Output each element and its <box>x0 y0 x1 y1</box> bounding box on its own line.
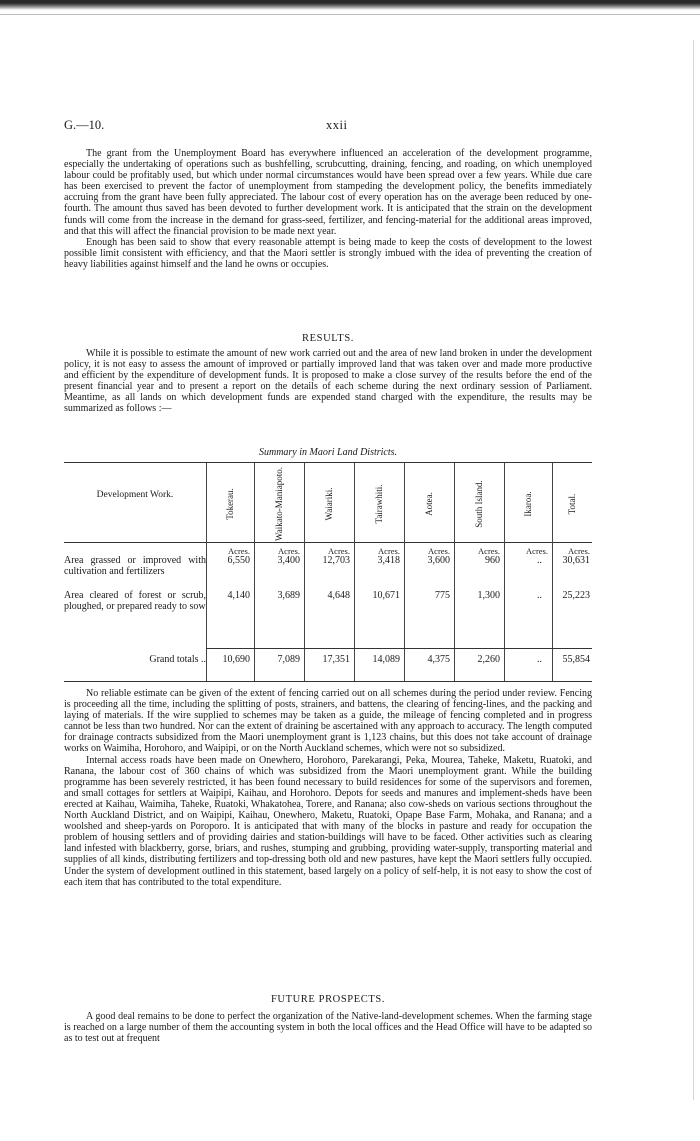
table-row-label-cleared: Area cleared of forest or scrub, ploughed, or prepared ready to sow <box>64 590 206 612</box>
column-header-total: Total. <box>567 493 577 514</box>
intro-section <box>64 148 592 270</box>
results-heading: RESULTS. <box>302 333 354 344</box>
table-caption: Summary in Maori Land Districts. <box>258 447 398 458</box>
table-cell: 6,550 <box>227 555 250 566</box>
page-top-border <box>0 0 700 10</box>
table-cell: 775 <box>435 590 450 601</box>
column-header-waiariki: Waiariki. <box>324 486 334 521</box>
column-header-tokerau: Tokerau. <box>225 487 235 520</box>
table-cell: 10,671 <box>372 590 400 601</box>
total-cell: 10,690 <box>222 654 250 665</box>
table-bottom-rule <box>64 681 592 682</box>
total-cell-grand: 55,854 <box>562 654 590 665</box>
results-section <box>64 348 592 415</box>
column-header-tairawhiti: Tairawhiti. <box>374 483 384 524</box>
total-cell: 7,089 <box>277 654 300 665</box>
results-paragraph: While it is possible to estimate the amount of new work carried out and the area of new land broken in under the development policy, it is not easy to assess the amount of improved or partially improved land that was taken over and made more productive and efficient by the expenditure of development funds. It is proposed to make a close survey of the results before the end of the present financial year and to present a report on the details of each scheme during the next ordinary session of Parliament. Meantime, as all lands on which development funds are expended stand charged with the expenditure, the results may be summarized as follows :— <box>64 348 592 415</box>
roads-paragraph: Internal access roads have been made on Onewhero, Horohoro, Parekarangi, Peka, Mourea, Taheke, Maketu, Ruatoki, and Ranana, the labour cost of 360 chains of which was subsidized from the Maori unemployment grant. While the building programme has been severely restricted, it has been found necessary to build residences for some of the supervisors and foremen, and small cottages for settlers at Waipipi, Kaihau, and Horohoro. Depots for seeds and manures and implement-sheds have been erected at Kaihau, Waimiha, Taheke, Ruatoki, Whakatohea, Torere, and Ranana; also cow-sheds on various sections throughout the North Auckland District, and on Waipipi, Kaihau, Onewhero, Maketu, Ruatoki, Opape Base Farm, Mohaka, and Ranana; and a woolshed and sheep-yards on Poroporo. It is anticipated that with many of the blocks in pasture and ready for occupation the problem of housing settlers and of providing dairies and station-buildings will have to be faced. Other activities such as clearing land infested with blackberry, gorse, briars, and rushes, stumping and grubbing, providing water-supply, transporting material and supplies of all kinds, distributing fertilizers and top-dressing both old and new pastures, have kept the Maori settlers fully occupied. Under the system of development outlined in this statement, based largely on a policy of self-help, it is not easy to show the cost of each item that has contributed to the total expenditure. <box>64 754 592 888</box>
table-header-rule <box>64 542 592 543</box>
totals-rule <box>206 648 592 649</box>
unit-label: Acres. <box>478 546 500 556</box>
table-cell: 4,140 <box>227 590 250 601</box>
unit-label: Acres. <box>228 546 250 556</box>
fencing-paragraph: No reliable estimate can be given of the extent of fencing carried out on all schemes during the period under review. Fencing is proceeding all the time, including the splitting of posts, strainers, and battens, the clearing of fencing-lines, and the packing and laying of materials. If the wire supplied to schemes may be taken as a guide, the mileage of fencing completed and in progress cannot be less than two hundred. Nor can the extent of draining be ascertained with any approach to accuracy. The length computed for drainage contracts subsidized from the Maori unemployment grant is 1,123 chains, but this does not take account of drainage works on Waimiha, Horohoro, and Waipipi, or on the North Auckland schemes, which were not so subsidized. <box>64 688 592 755</box>
total-cell: .. <box>537 654 542 665</box>
column-header-south-island: South Island. <box>474 479 484 528</box>
table-cell: 3,418 <box>377 555 400 566</box>
page-number: xxii <box>326 118 348 132</box>
unit-label: Acres. <box>568 546 590 556</box>
table-cell: 3,689 <box>277 590 300 601</box>
table-cell-total: 25,223 <box>562 590 590 601</box>
grand-totals-label: Grand totals .. <box>149 654 206 665</box>
table-top-rule <box>64 462 592 463</box>
table-cell: .. <box>537 590 542 601</box>
future-prospects-heading: FUTURE PROSPECTS. <box>270 994 386 1005</box>
unit-label: Acres. <box>428 546 450 556</box>
document-reference: G.—10. <box>64 118 105 132</box>
unit-label: Acres. <box>526 546 548 556</box>
intro-paragraph-2: Enough has been said to show that every reasonable attempt is being made to keep the costs of development to the lowest possible limit consistent with efficiency, and that the Maori settler is strongly imbued with the idea of preventing the creation of heavy liabilities against himself and the land he owns or occupies. <box>64 236 592 270</box>
table-cell: 3,600 <box>427 555 450 566</box>
total-cell: 2,260 <box>477 654 500 665</box>
summary-table <box>64 462 592 682</box>
table-row-label-grassed: Area grassed or improved with cultivation and fertilizers <box>64 555 206 577</box>
total-cell: 14,089 <box>372 654 400 665</box>
table-cell: 12,703 <box>322 555 350 566</box>
row-header: Development Work. <box>96 490 174 500</box>
column-header-aotea: Aotea. <box>424 491 434 516</box>
total-cell: 17,351 <box>322 654 350 665</box>
column-header-ikaroa: Ikaroa. <box>523 490 533 517</box>
page-top-rule <box>0 14 700 15</box>
total-cell: 4,375 <box>427 654 450 665</box>
intro-paragraph-1: The grant from the Unemployment Board has everywhere influenced an acceleration of the development programme, especially the undertaking of operations such as bushfelling, scrubcutting, draining, fencing, and roading, on which unemployed labour could be profitably used, but which under normal circumstances would have been spread over a few years. While due care has been exercised to prevent the factor of unemployment from stampeding the development policy, the benefits immediately accruing from the grant have been fully appreciated. The labour cost of every operation has on the average been reduced by one-fourth. The amount thus saved has been devoted to further development work. It is anticipated that the strain on the development funds will come from the increase in the demand for grass-seed, fertilizer, and fencing-material for the additional areas improved, and that this will affect the financial provision to be made next year. <box>64 148 592 237</box>
future-section <box>64 1011 592 1044</box>
table-cell: .. <box>537 555 542 566</box>
future-paragraph: A good deal remains to be done to perfect the organization of the Native-land-development schemes. When the farming stage is reached on a large number of them the accounting system in both the local offices and the Head Office will have to be adapted so as to test out at frequent <box>64 1011 592 1045</box>
page-right-edge <box>693 40 694 1100</box>
table-cell: 1,300 <box>477 590 500 601</box>
fencing-section <box>64 688 592 888</box>
table-cell: 3,400 <box>277 555 300 566</box>
column-header-waikato-maniapoto: Waikato-Maniapoto. <box>274 466 284 541</box>
table-cell: 960 <box>485 555 500 566</box>
unit-label: Acres. <box>278 546 300 556</box>
unit-label: Acres. <box>328 546 350 556</box>
table-cell-total: 30,631 <box>562 555 590 566</box>
table-cell: 4,648 <box>327 590 350 601</box>
unit-label: Acres. <box>378 546 400 556</box>
